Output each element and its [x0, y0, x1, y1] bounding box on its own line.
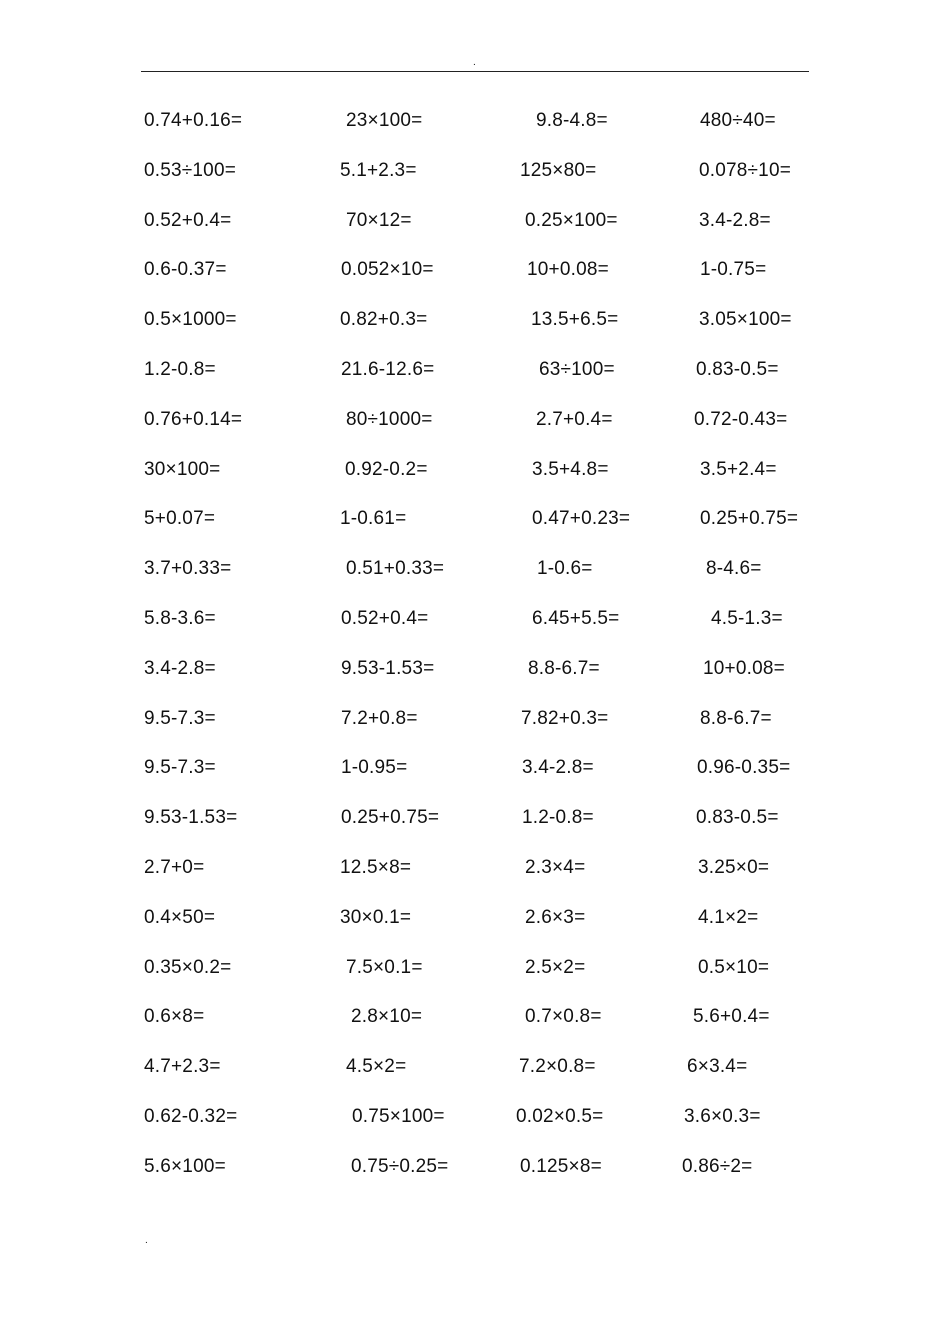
problem-item: 3.5+4.8=	[532, 459, 609, 480]
problem-item: 0.86÷2=	[682, 1156, 753, 1177]
problem-item: 10+0.08=	[703, 658, 785, 679]
problem-item: 2.5×2=	[525, 957, 586, 978]
problem-item: 2.7+0.4=	[536, 409, 613, 430]
problem-item: 4.5×2=	[346, 1056, 407, 1077]
problem-item: 2.6×3=	[525, 907, 586, 928]
problem-item: 1-0.95=	[341, 757, 408, 778]
problem-item: 0.5×1000=	[144, 309, 237, 330]
problem-item: 6×3.4=	[687, 1056, 748, 1077]
problem-item: 7.5×0.1=	[346, 957, 423, 978]
problem-item: 3.05×100=	[699, 309, 792, 330]
problem-item: 0.47+0.23=	[532, 508, 631, 529]
problem-item: 9.8-4.8=	[536, 110, 608, 131]
problem-item: 5.6×100=	[144, 1156, 226, 1177]
problem-item: 0.53÷100=	[144, 160, 237, 181]
problem-item: 0.25×100=	[525, 210, 618, 231]
problem-item: 0.75÷0.25=	[351, 1156, 449, 1177]
problem-item: 8-4.6=	[706, 558, 762, 579]
problem-item: 2.3×4=	[525, 857, 586, 878]
problem-item: 0.6×8=	[144, 1006, 205, 1027]
problem-item: 0.82+0.3=	[340, 309, 428, 330]
problem-item: 1.2-0.8=	[522, 807, 594, 828]
problem-item: 0.75×100=	[352, 1106, 445, 1127]
problem-item: 70×12=	[346, 210, 412, 231]
header-mark: .	[473, 57, 476, 68]
problem-item: 0.25+0.75=	[341, 807, 440, 828]
problem-item: 12.5×8=	[340, 857, 412, 878]
problem-item: 7.2+0.8=	[341, 708, 418, 729]
problem-item: 4.1×2=	[698, 907, 759, 928]
problem-item: 30×0.1=	[340, 907, 412, 928]
problem-item: 0.52+0.4=	[341, 608, 429, 629]
problem-item: 1-0.61=	[340, 508, 407, 529]
problem-item: 1.2-0.8=	[144, 359, 216, 380]
problem-item: 0.83-0.5=	[696, 359, 779, 380]
problem-item: 23×100=	[346, 110, 423, 131]
problem-item: 5.6+0.4=	[693, 1006, 770, 1027]
problem-item: 8.8-6.7=	[700, 708, 772, 729]
problem-item: 0.25+0.75=	[700, 508, 799, 529]
problem-item: 9.5-7.3=	[144, 708, 216, 729]
problem-item: 80÷1000=	[346, 409, 433, 430]
problem-item: 0.35×0.2=	[144, 957, 232, 978]
problem-item: 3.25×0=	[698, 857, 770, 878]
problem-item: 0.6-0.37=	[144, 259, 227, 280]
problem-item: 4.5-1.3=	[711, 608, 783, 629]
problem-item: 125×80=	[520, 160, 597, 181]
problem-item: 5.8-3.6=	[144, 608, 216, 629]
problem-item: 13.5+6.5=	[531, 309, 619, 330]
problem-item: 1-0.75=	[700, 259, 767, 280]
problem-item: 3.6×0.3=	[684, 1106, 761, 1127]
footer-mark: .	[145, 1235, 148, 1246]
problem-item: 0.96-0.35=	[697, 757, 791, 778]
problem-item: 63÷100=	[539, 359, 615, 380]
problem-item: 3.7+0.33=	[144, 558, 232, 579]
problem-item: 30×100=	[144, 459, 221, 480]
problem-item: 9.53-1.53=	[341, 658, 435, 679]
problem-item: 0.62-0.32=	[144, 1106, 238, 1127]
problem-item: 0.52+0.4=	[144, 210, 232, 231]
problem-item: 5.1+2.3=	[340, 160, 417, 181]
problem-item: 0.72-0.43=	[694, 409, 788, 430]
problem-item: 3.4-2.8=	[144, 658, 216, 679]
problem-item: 5+0.07=	[144, 508, 216, 529]
problem-item: 2.8×10=	[351, 1006, 423, 1027]
problem-item: 480÷40=	[700, 110, 776, 131]
problem-item: 0.51+0.33=	[346, 558, 445, 579]
problem-item: 9.53-1.53=	[144, 807, 238, 828]
problem-item: 3.4-2.8=	[699, 210, 771, 231]
problem-item: 2.7+0=	[144, 857, 205, 878]
problem-item: 0.052×10=	[341, 259, 434, 280]
problem-item: 7.2×0.8=	[519, 1056, 596, 1077]
problem-item: 0.125×8=	[520, 1156, 602, 1177]
problem-item: 7.82+0.3=	[521, 708, 609, 729]
problem-item: 4.7+2.3=	[144, 1056, 221, 1077]
problem-item: 3.4-2.8=	[522, 757, 594, 778]
problem-item: 10+0.08=	[527, 259, 609, 280]
problem-item: 0.92-0.2=	[345, 459, 428, 480]
problem-item: 6.45+5.5=	[532, 608, 620, 629]
problem-item: 0.5×10=	[698, 957, 770, 978]
problem-item: 3.5+2.4=	[700, 459, 777, 480]
problem-item: 0.83-0.5=	[696, 807, 779, 828]
problem-item: 0.078÷10=	[699, 160, 792, 181]
problem-item: 0.74+0.16=	[144, 110, 243, 131]
problem-item: 8.8-6.7=	[528, 658, 600, 679]
problem-item: 1-0.6=	[537, 558, 593, 579]
problem-item: 0.7×0.8=	[525, 1006, 602, 1027]
problem-item: 9.5-7.3=	[144, 757, 216, 778]
problem-item: 0.4×50=	[144, 907, 216, 928]
problem-item: 21.6-12.6=	[341, 359, 435, 380]
problem-item: 0.02×0.5=	[516, 1106, 604, 1127]
problem-item: 0.76+0.14=	[144, 409, 243, 430]
